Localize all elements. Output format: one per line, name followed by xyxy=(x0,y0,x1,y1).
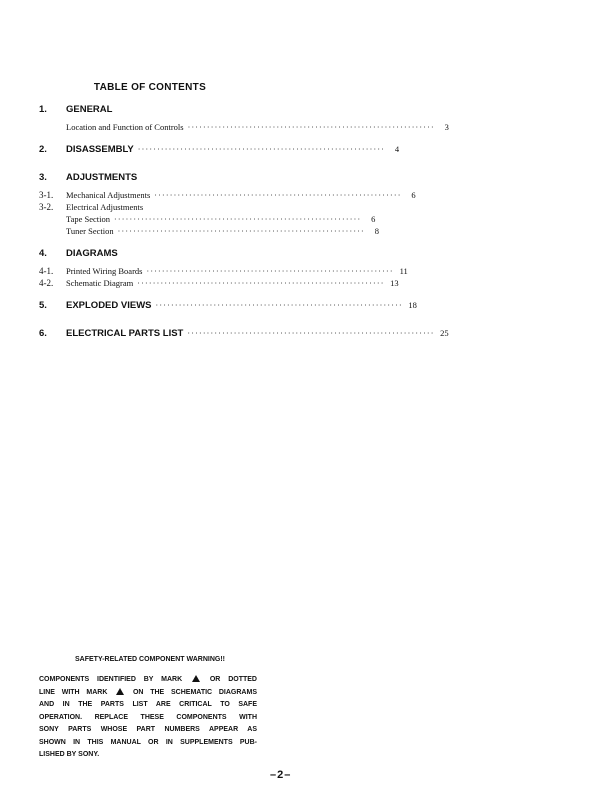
leader-dots: ································································ xyxy=(155,301,403,310)
table-of-contents xyxy=(39,104,449,346)
warning-line: SONY PARTS WHOSE PART NUMBERS APPEAR AS xyxy=(39,726,257,733)
entry-label: Tape Section xyxy=(66,214,111,224)
section-page: 18 xyxy=(408,300,417,310)
toc-section-adjustments xyxy=(39,172,261,190)
section-label: ADJUSTMENTS xyxy=(66,172,138,183)
warning-line: OPERATION. REPLACE THESE COMPONENTS WITH xyxy=(39,713,257,721)
toc-entry xyxy=(39,202,261,214)
entry-number: 4-2. xyxy=(39,278,54,288)
warning-text-fragment: OR DOTTED xyxy=(209,676,257,683)
leader-dots: ································································ xyxy=(146,267,394,276)
section-number: 6. xyxy=(39,328,47,339)
toc-entry xyxy=(39,190,416,202)
toc-entry xyxy=(39,122,449,134)
entry-number: 3-2. xyxy=(39,202,54,212)
safety-warning-title: SAFETY-RELATED COMPONENT WARNING!! xyxy=(75,656,225,663)
entry-page: 8 xyxy=(374,226,379,236)
section-number: 2. xyxy=(39,144,47,155)
section-page: 25 xyxy=(440,328,449,338)
leader-dots: ································································ xyxy=(187,329,435,338)
leader-dots: ································································ xyxy=(187,123,435,132)
entry-page: 13 xyxy=(390,278,399,288)
section-page: 4 xyxy=(394,144,400,154)
toc-section-electrical-parts-list xyxy=(39,328,449,346)
leader-dots: ································································ xyxy=(154,191,402,200)
warning-triangle-icon xyxy=(116,688,124,695)
entry-label: Mechanical Adjustments xyxy=(66,190,151,200)
entry-number: 3-1. xyxy=(39,190,54,200)
warning-triangle-icon xyxy=(192,675,200,682)
entry-label: Printed Wiring Boards xyxy=(66,266,143,276)
entry-page: 11 xyxy=(399,266,408,276)
entry-label: Schematic Diagram xyxy=(66,278,134,288)
toc-section-disassembly xyxy=(39,144,400,162)
toc-title: TABLE OF CONTENTS xyxy=(93,82,207,93)
toc-section-diagrams xyxy=(39,248,261,266)
entry-page: 6 xyxy=(411,190,416,200)
toc-section-exploded-views xyxy=(39,300,417,318)
entry-number: 4-1. xyxy=(39,266,54,276)
section-number: 1. xyxy=(39,104,47,115)
leader-dots: ································································ xyxy=(137,279,385,288)
entry-label: Electrical Adjustments xyxy=(66,202,144,212)
entry-label: Tuner Section xyxy=(66,226,114,236)
safety-warning-text xyxy=(39,674,257,762)
section-number: 4. xyxy=(39,248,47,259)
warning-line xyxy=(39,674,257,687)
leader-dots: ································································ xyxy=(114,215,362,224)
toc-entry xyxy=(39,278,399,290)
entry-label: Location and Function of Controls xyxy=(66,122,184,132)
toc-entry xyxy=(39,266,408,278)
warning-line: LISHED BY SONY. xyxy=(39,751,100,758)
toc-entry xyxy=(39,226,379,238)
page-number: –2– xyxy=(270,769,292,781)
warning-text-fragment: LINE WITH MARK xyxy=(39,688,108,696)
entry-page: 6 xyxy=(371,214,376,224)
section-label: ELECTRICAL PARTS LIST xyxy=(66,328,184,339)
warning-line: SHOWN IN THIS MANUAL OR IN SUPPLEMENTS PUB- xyxy=(39,738,257,746)
entry-page: 3 xyxy=(444,122,449,132)
warning-line: AND IN THE PARTS LIST ARE CRITICAL TO SAFE xyxy=(39,701,257,708)
toc-section-general xyxy=(39,104,261,122)
warning-text-fragment: COMPONENTS IDENTIFIED BY MARK xyxy=(39,676,183,683)
section-label: DISASSEMBLY xyxy=(66,144,134,155)
section-label: EXPLODED VIEWS xyxy=(66,300,152,311)
toc-entry xyxy=(39,214,376,226)
leader-dots: ································································ xyxy=(137,145,386,154)
section-label: DIAGRAMS xyxy=(66,248,118,259)
warning-text-fragment: ON THE SCHEMATIC DIAGRAMS xyxy=(132,688,257,696)
leader-dots: ································································ xyxy=(117,227,365,236)
warning-line xyxy=(39,687,257,700)
section-number: 3. xyxy=(39,172,47,183)
section-label: GENERAL xyxy=(66,104,113,115)
section-number: 5. xyxy=(39,300,47,311)
